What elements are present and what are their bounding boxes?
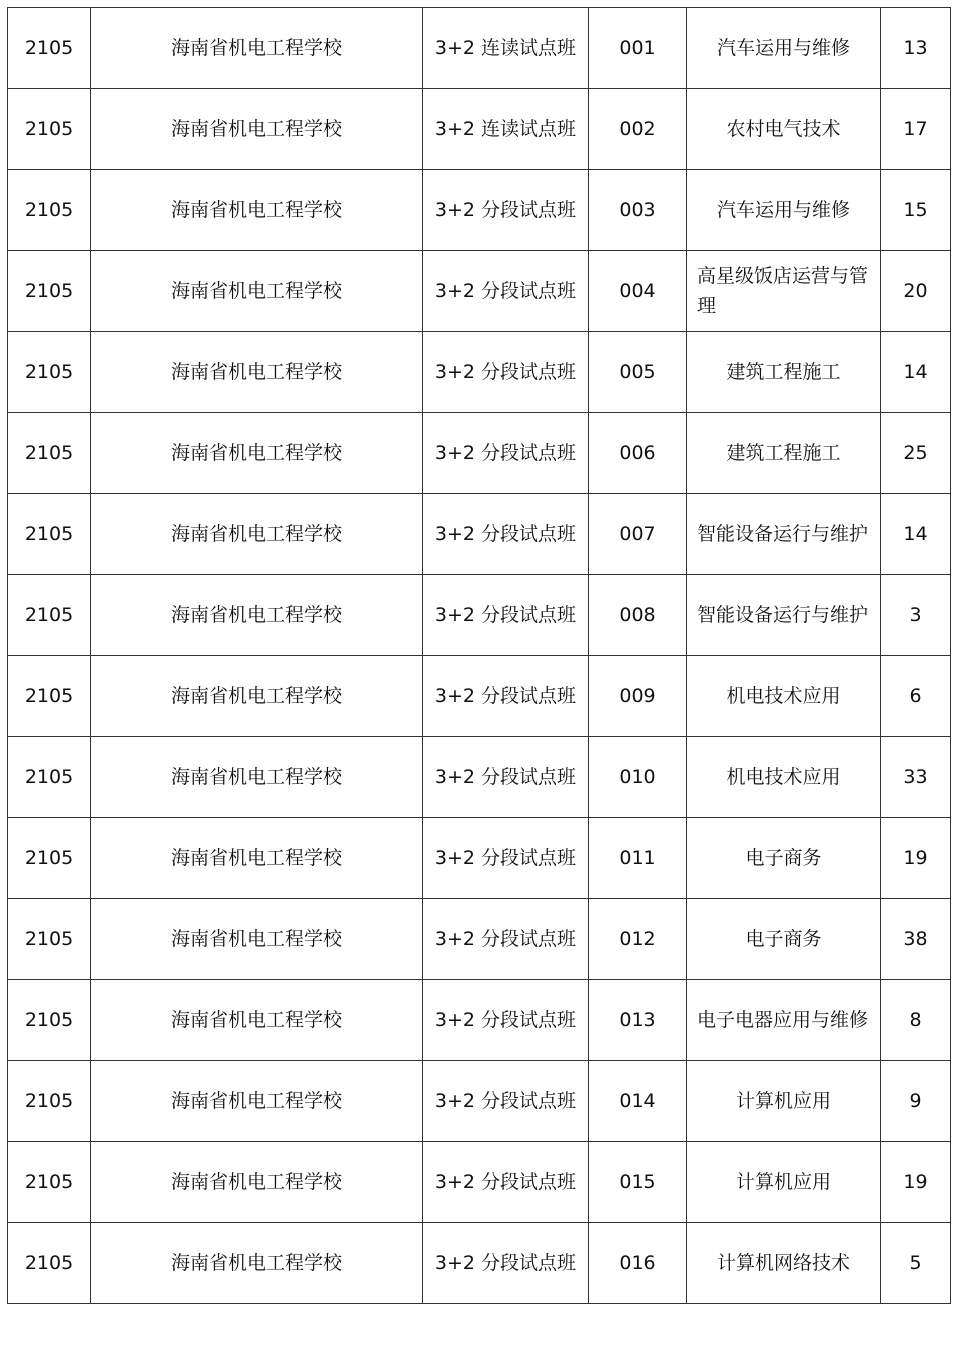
- school-name-cell: 海南省机电工程学校: [91, 980, 423, 1061]
- school-code-cell: 2105: [8, 170, 91, 251]
- enrollment-count-cell: 25: [881, 413, 951, 494]
- class-type-cell: 3+2 分段试点班: [423, 332, 589, 413]
- school-name-cell: 海南省机电工程学校: [91, 1142, 423, 1223]
- school-name-cell: 海南省机电工程学校: [91, 818, 423, 899]
- school-code-cell: 2105: [8, 1223, 91, 1304]
- table-row: [8, 170, 951, 251]
- table-row: [8, 737, 951, 818]
- school-name-cell: 海南省机电工程学校: [91, 8, 423, 89]
- school-code-cell: 2105: [8, 575, 91, 656]
- school-code-cell: 2105: [8, 980, 91, 1061]
- school-code-cell: 2105: [8, 656, 91, 737]
- table-row: [8, 494, 951, 575]
- major-name-cell: 计算机应用: [687, 1061, 881, 1142]
- table-row: [8, 1061, 951, 1142]
- enrollment-table-body: [8, 8, 951, 1304]
- major-number-cell: 013: [589, 980, 687, 1061]
- class-type-cell: 3+2 分段试点班: [423, 251, 589, 332]
- school-name-cell: 海南省机电工程学校: [91, 899, 423, 980]
- major-number-cell: 014: [589, 1061, 687, 1142]
- school-code-cell: 2105: [8, 413, 91, 494]
- school-name-cell: 海南省机电工程学校: [91, 494, 423, 575]
- enrollment-count-cell: 19: [881, 818, 951, 899]
- school-code-cell: 2105: [8, 251, 91, 332]
- class-type-cell: 3+2 分段试点班: [423, 1061, 589, 1142]
- major-number-cell: 006: [589, 413, 687, 494]
- table-row: [8, 89, 951, 170]
- major-number-cell: 002: [589, 89, 687, 170]
- table-row: [8, 413, 951, 494]
- table-row: [8, 1142, 951, 1223]
- major-name-cell: 汽车运用与维修: [687, 8, 881, 89]
- school-name-cell: 海南省机电工程学校: [91, 332, 423, 413]
- major-number-cell: 007: [589, 494, 687, 575]
- table-row: [8, 899, 951, 980]
- major-name-cell: 建筑工程施工: [687, 413, 881, 494]
- enrollment-count-cell: 33: [881, 737, 951, 818]
- enrollment-count-cell: 5: [881, 1223, 951, 1304]
- enrollment-count-cell: 17: [881, 89, 951, 170]
- class-type-cell: 3+2 分段试点班: [423, 1142, 589, 1223]
- enrollment-count-cell: 14: [881, 494, 951, 575]
- school-code-cell: 2105: [8, 89, 91, 170]
- table-row: [8, 818, 951, 899]
- class-type-cell: 3+2 分段试点班: [423, 737, 589, 818]
- school-code-cell: 2105: [8, 8, 91, 89]
- table-row: [8, 332, 951, 413]
- major-name-cell: 智能设备运行与维护: [687, 494, 881, 575]
- major-name-cell: 计算机应用: [687, 1142, 881, 1223]
- major-number-cell: 001: [589, 8, 687, 89]
- major-number-cell: 008: [589, 575, 687, 656]
- enrollment-count-cell: 14: [881, 332, 951, 413]
- major-name-cell: 建筑工程施工: [687, 332, 881, 413]
- school-code-cell: 2105: [8, 494, 91, 575]
- table-row: [8, 575, 951, 656]
- enrollment-count-cell: 38: [881, 899, 951, 980]
- table-row: [8, 656, 951, 737]
- major-name-cell: 高星级饭店运营与管理: [687, 251, 881, 332]
- enrollment-count-cell: 20: [881, 251, 951, 332]
- table-row: [8, 980, 951, 1061]
- class-type-cell: 3+2 分段试点班: [423, 980, 589, 1061]
- class-type-cell: 3+2 分段试点班: [423, 1223, 589, 1304]
- major-name-cell: 电子商务: [687, 899, 881, 980]
- enrollment-count-cell: 8: [881, 980, 951, 1061]
- major-number-cell: 003: [589, 170, 687, 251]
- table-row: [8, 251, 951, 332]
- school-name-cell: 海南省机电工程学校: [91, 575, 423, 656]
- table-row: [8, 8, 951, 89]
- enrollment-count-cell: 13: [881, 8, 951, 89]
- major-name-cell: 农村电气技术: [687, 89, 881, 170]
- school-code-cell: 2105: [8, 899, 91, 980]
- class-type-cell: 3+2 分段试点班: [423, 818, 589, 899]
- school-name-cell: 海南省机电工程学校: [91, 89, 423, 170]
- class-type-cell: 3+2 分段试点班: [423, 899, 589, 980]
- major-name-cell: 计算机网络技术: [687, 1223, 881, 1304]
- school-code-cell: 2105: [8, 332, 91, 413]
- major-name-cell: 电子商务: [687, 818, 881, 899]
- class-type-cell: 3+2 分段试点班: [423, 656, 589, 737]
- major-number-cell: 009: [589, 656, 687, 737]
- class-type-cell: 3+2 分段试点班: [423, 494, 589, 575]
- school-name-cell: 海南省机电工程学校: [91, 1061, 423, 1142]
- enrollment-table: [7, 7, 951, 1304]
- major-number-cell: 012: [589, 899, 687, 980]
- major-name-cell: 汽车运用与维修: [687, 170, 881, 251]
- major-number-cell: 004: [589, 251, 687, 332]
- major-name-cell: 智能设备运行与维护: [687, 575, 881, 656]
- school-name-cell: 海南省机电工程学校: [91, 737, 423, 818]
- school-name-cell: 海南省机电工程学校: [91, 251, 423, 332]
- enrollment-count-cell: 19: [881, 1142, 951, 1223]
- major-number-cell: 005: [589, 332, 687, 413]
- major-name-cell: 机电技术应用: [687, 737, 881, 818]
- major-number-cell: 015: [589, 1142, 687, 1223]
- class-type-cell: 3+2 连读试点班: [423, 89, 589, 170]
- major-name-cell: 机电技术应用: [687, 656, 881, 737]
- major-name-cell: 电子电器应用与维修: [687, 980, 881, 1061]
- enrollment-count-cell: 3: [881, 575, 951, 656]
- table-row: [8, 1223, 951, 1304]
- school-name-cell: 海南省机电工程学校: [91, 170, 423, 251]
- major-number-cell: 010: [589, 737, 687, 818]
- class-type-cell: 3+2 分段试点班: [423, 170, 589, 251]
- school-code-cell: 2105: [8, 737, 91, 818]
- class-type-cell: 3+2 分段试点班: [423, 413, 589, 494]
- school-code-cell: 2105: [8, 818, 91, 899]
- class-type-cell: 3+2 连读试点班: [423, 8, 589, 89]
- school-code-cell: 2105: [8, 1061, 91, 1142]
- school-name-cell: 海南省机电工程学校: [91, 1223, 423, 1304]
- enrollment-count-cell: 9: [881, 1061, 951, 1142]
- school-name-cell: 海南省机电工程学校: [91, 413, 423, 494]
- enrollment-count-cell: 6: [881, 656, 951, 737]
- major-number-cell: 011: [589, 818, 687, 899]
- school-name-cell: 海南省机电工程学校: [91, 656, 423, 737]
- class-type-cell: 3+2 分段试点班: [423, 575, 589, 656]
- enrollment-count-cell: 15: [881, 170, 951, 251]
- school-code-cell: 2105: [8, 1142, 91, 1223]
- major-number-cell: 016: [589, 1223, 687, 1304]
